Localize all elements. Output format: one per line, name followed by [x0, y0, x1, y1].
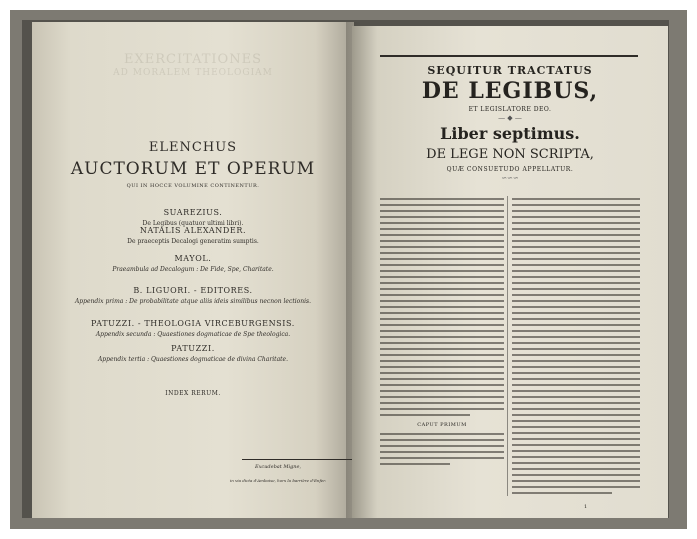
- imprint-line-2: in via dicta d'Amboise, hors la barrière d'Enfer.: [229, 478, 327, 483]
- column-divider: [507, 196, 508, 496]
- entry-3: [32, 254, 354, 273]
- entry-4: [32, 286, 354, 305]
- title-line-5: DE LEGE NON SCRIPTA,: [426, 147, 594, 162]
- right-page: [352, 26, 668, 518]
- imprint-rule: [242, 459, 352, 460]
- page-caption: QUI IN HOCCE VOLUMINE CONTINENTUR.: [126, 183, 260, 189]
- ornament-divider: — ◆ —: [498, 114, 522, 122]
- index-rerum: INDEX RERUM.: [165, 390, 221, 397]
- entry-desc: Appendix prima : De probabilitate atque aliis ideis similibus necnon lectionis.: [74, 298, 312, 305]
- entry-desc: Appendix secunda : Quaestiones dogmaticae de Spe theologica.: [95, 331, 291, 338]
- entry-name: PATUZZI.: [171, 344, 215, 353]
- entry-6: [32, 344, 354, 363]
- text-texture: [512, 196, 640, 501]
- entry-name: NATALIS ALEXANDER.: [139, 226, 247, 235]
- entry-desc: Praeambula ad Decalogum : De Fide, Spe, Charitate.: [112, 266, 274, 273]
- entry-name: B. LIGUORI. - EDITORES.: [133, 286, 253, 295]
- text-column-right: [512, 196, 640, 501]
- text-column-left-lower: [380, 431, 504, 469]
- entry-name: MAYOL.: [174, 254, 212, 263]
- entry-desc: Appendix tertia : Quaestiones dogmaticae de divina Charitate.: [97, 356, 289, 363]
- text-column-left: [380, 196, 504, 418]
- page-subheading: AUCTORUM ET OPERUM: [70, 159, 316, 179]
- entry-name: PATUZZI. - THEOLOGIA VIRCEBURGENSIS.: [91, 319, 295, 328]
- imprint-line-1: Excudebat Migne,: [254, 464, 302, 470]
- title-line-1: SEQUITUR TRACTATUS: [427, 64, 593, 77]
- caput-heading: CAPUT PRIMUM: [417, 422, 467, 428]
- show-through-text: EXERCITATIONES: [124, 52, 262, 67]
- title-line-3: ET LEGISLATORE DEO.: [468, 106, 552, 113]
- left-page: [32, 22, 354, 518]
- entry-name: SUAREZIUS.: [163, 208, 223, 217]
- entry-5: [32, 319, 354, 338]
- ornament-divider: ∽∽∽: [501, 174, 519, 182]
- entry-2: [32, 226, 354, 245]
- page-number: 1: [584, 504, 588, 510]
- text-texture: [380, 431, 504, 469]
- entry-desc: De Legibus (quatuor ultimi libri).: [142, 220, 244, 227]
- show-through-text: AD MORALEM THEOLOGIAM: [113, 68, 273, 78]
- page-heading: ELENCHUS: [148, 140, 238, 155]
- entry-1: [32, 208, 354, 227]
- title-line-2: DE LEGIBUS,: [421, 78, 599, 104]
- text-texture: [380, 196, 504, 418]
- title-line-4: Liber septimus.: [440, 124, 580, 143]
- title-line-6: QUÆ CONSUETUDO APPELLATUR.: [446, 166, 574, 173]
- top-rule: [380, 55, 638, 57]
- entry-desc: De praeceptis Decalogi generatim sumptis.: [127, 238, 259, 245]
